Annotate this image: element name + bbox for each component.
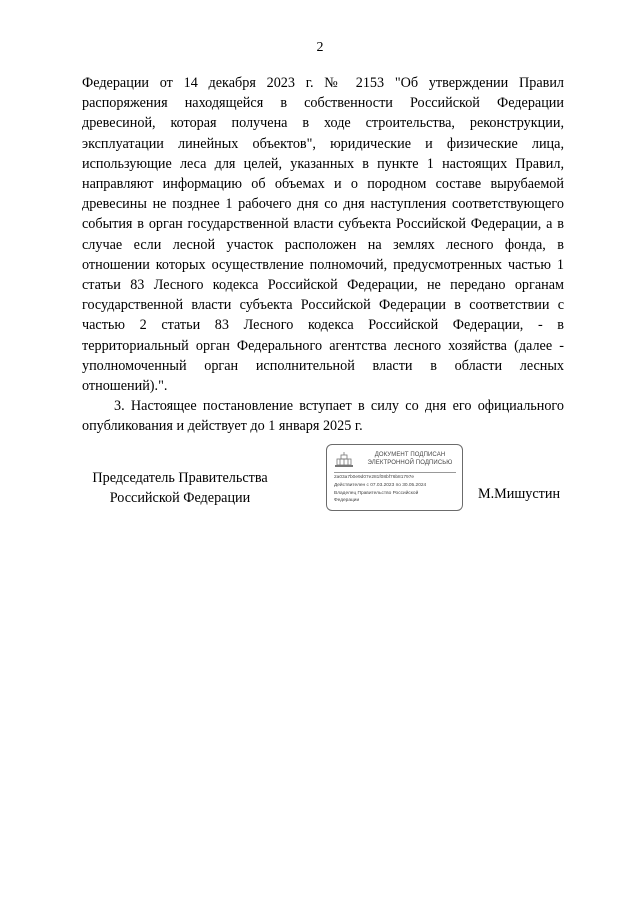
signature-block — [0, 444, 640, 524]
stamp-certificate: 2a03a7b0e9d07e281f08bf76b81797e — [334, 475, 415, 480]
document-body — [82, 73, 564, 437]
paragraph-continuation: Федерации от 14 декабря 2023 г. № 2153 "Об утверждении Правил распоряжения находящейся в собственности Российской Федерации древесиной, которая получена в ходе строительства, реконструкции, эксплуатации линейных объектов", юридические и физические лица, использующие леса для целей, указанных в пункте 1 настоящих Правил, направляют информацию об объемах и о породном составе вырубаемой древесины не позднее 1 рабочего дня со дня наступления соответствующего события в орган государственной власти субъекта Российской Федерации, а в случае если лесной участок расположен на землях лесного фонда, в отношении которых осуществление полномочий, предусмотренных частью 1 статьи 83 Лесного кодекса Российской Федерации, не передано органам государственной власти субъекта Российской Федерации в соответствии с частью 2 статьи 83 Лесного кодекса Российской Федерации, - в территориальный орган Федерального агентства лесного хозяйства (далее - уполномоченный орган исполнительной власти в области лесных отношений).". — [82, 75, 564, 395]
stamp-heading — [361, 451, 459, 467]
stamp-divider — [334, 472, 456, 473]
signer-title — [80, 468, 280, 508]
stamp-owner-line-2: Федерации — [334, 498, 360, 503]
signer-name: М.Мишустин — [478, 486, 561, 502]
page-number: 2 — [316, 40, 324, 55]
stamp-owner-line-1: Владелец Правительство Российской — [334, 491, 419, 496]
stamp-heading-line-1: ДОКУМЕНТ ПОДПИСАН — [374, 452, 446, 458]
signer-title-line-2: Российской Федерации — [109, 490, 251, 506]
government-building-icon — [334, 452, 354, 468]
stamp-validity: Действителен с 07.03.2023 по 30.05.2024 — [334, 483, 427, 488]
paragraph-effective-date: 3. Настоящее постановление вступает в силу со дня его официального опубликования и действует до 1 января 2025 г. — [82, 398, 564, 435]
electronic-signature-stamp — [326, 444, 463, 511]
signer-title-line-1: Председатель Правительства — [92, 470, 268, 486]
stamp-heading-line-2: ЭЛЕКТРОННОЙ ПОДПИСЬЮ — [367, 460, 453, 466]
